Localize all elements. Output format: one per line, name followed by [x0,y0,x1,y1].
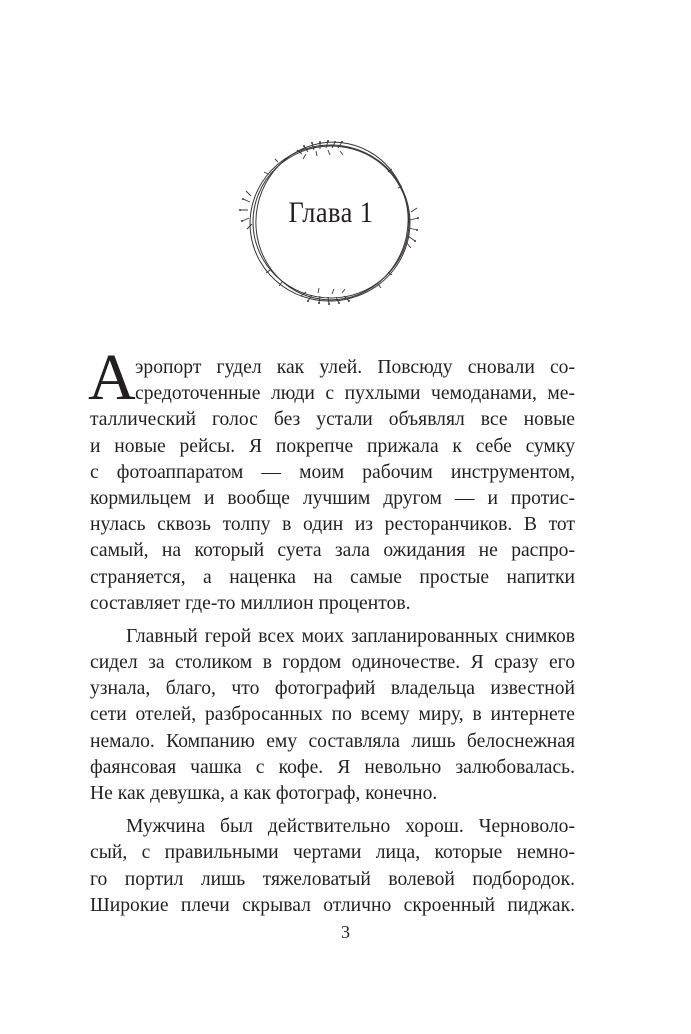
text-line: Главный герой всех моих запланированных снимков [126,625,575,647]
text-line: сети отелей, разбросанных по всему миру, в интернете [90,704,575,726]
text-line: сый, с правильными чертами лица, которые немно- [90,842,575,864]
text-line: с фотоаппаратом — моим рабочим инструментом, [90,461,575,483]
text-line: Широкие плечи скрывал отлично скроенный пиджак. [90,894,575,916]
body-text [90,355,575,919]
text-line: и новые рейсы. Я покрепче прижала к себе сумку [90,435,575,457]
text-line: нулась сквозь толпу в один из ресторанчиков. В тот [90,514,575,536]
page-number: 3 [341,922,350,942]
text-line: фаянсовая чашка с кофе. Я невольно залюбовалась. [90,756,575,778]
paragraph [90,814,575,919]
text-line: Не как девушка, а как фотограф, конечно. [90,783,438,804]
text-line: го портил лишь тяжеловатый волевой подбородок. [90,868,575,890]
text-line: самый, на который суета зала ожидания не распро- [90,540,575,562]
text-line: Мужчина был действительно хорош. Черноволо- [126,816,575,838]
text-line: таллический голос без устали объявлял все новые [90,409,575,431]
text-line: страняется, а наценка на самые простые напитки [90,566,575,588]
paragraph [90,355,575,617]
text-line: кормильцем и вообще лучшим другом — и протис- [90,487,575,509]
text-line: узнала, благо, что фотографий владельца известной [90,678,575,700]
text-line: эропорт гудел как улей. Повсюду сновали со- [135,357,575,378]
paragraph [90,624,575,807]
drop-cap: А [88,341,136,414]
text-line: средоточенные люди с пухлыми чемоданами, ме- [135,383,575,405]
text-line: сидел за столиком в гордом одиночестве. Я сразу его [90,652,575,674]
chapter-title: Глава 1 [288,196,374,229]
text-line: составляет где-то миллион процентов. [90,592,411,614]
text-line: немало. Компанию ему составляла лишь белоснежная [90,730,575,752]
